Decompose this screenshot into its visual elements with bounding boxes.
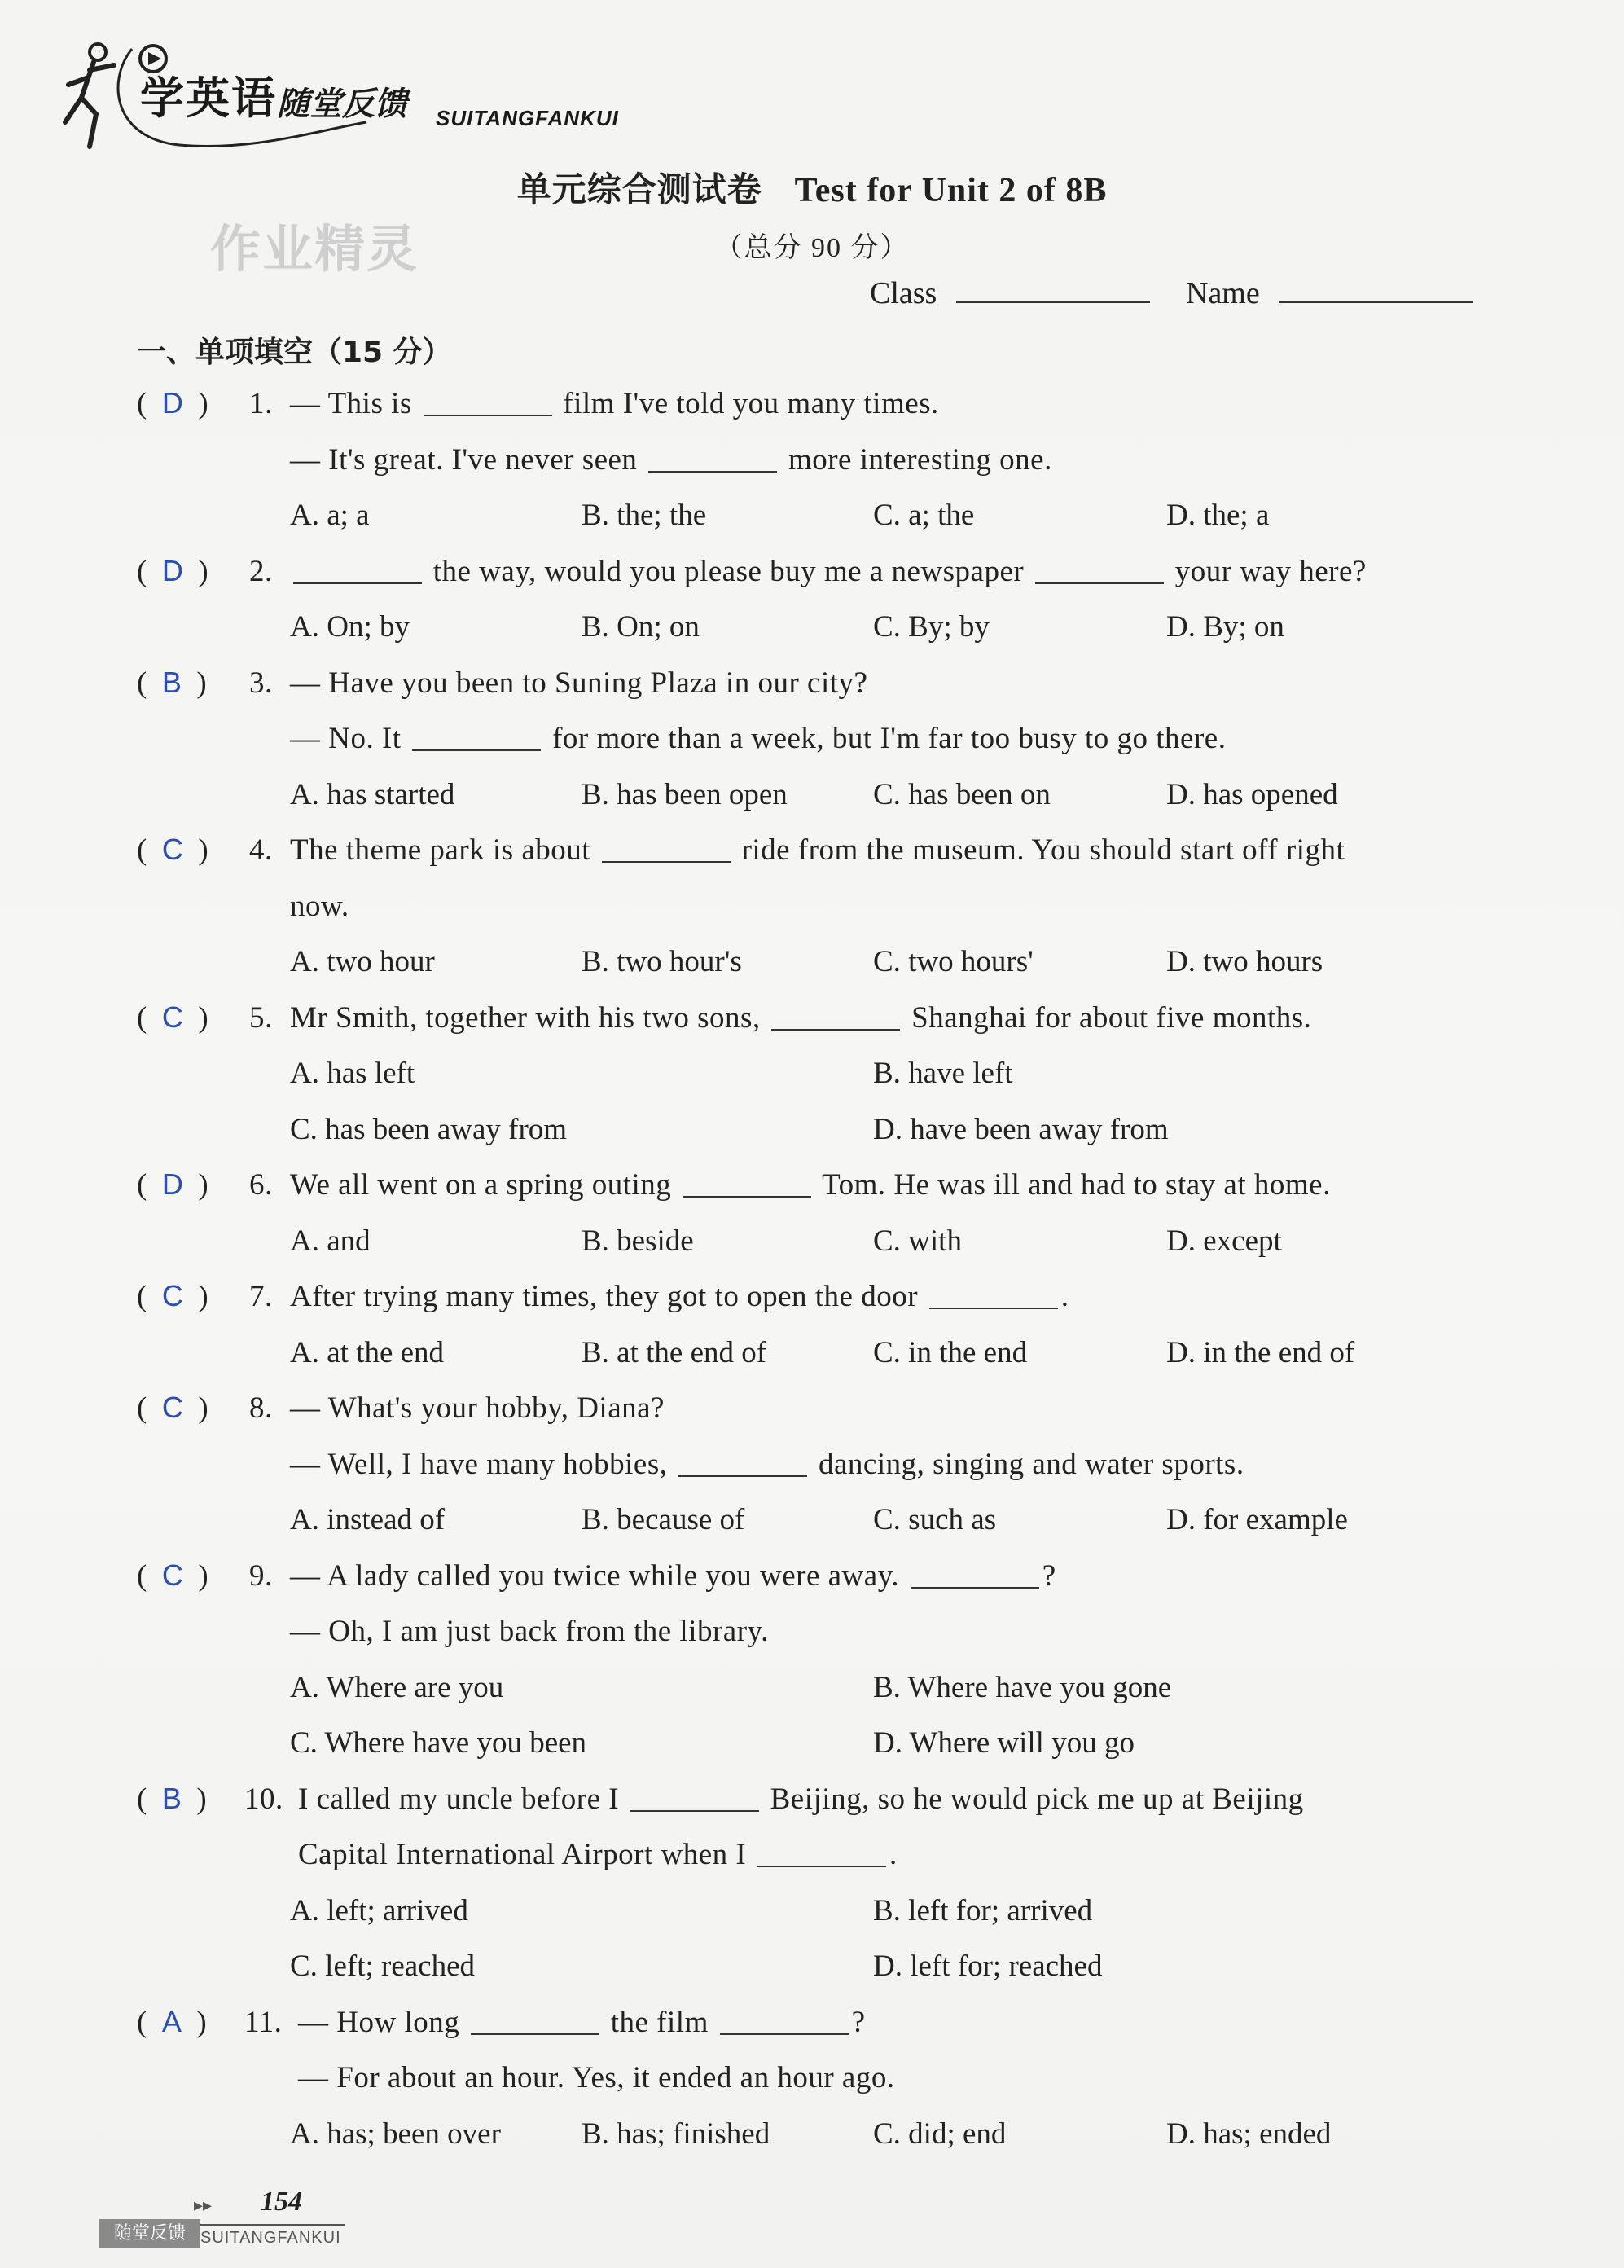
question-number: 5. bbox=[249, 1000, 273, 1035]
option: C. two hours' bbox=[873, 945, 1034, 978]
option: C. Where have you been bbox=[290, 1726, 587, 1760]
text-segment: Beijing, so he would pick me up at Beijing bbox=[762, 1782, 1304, 1816]
answer-blank bbox=[771, 1029, 900, 1031]
option: B. because of bbox=[582, 1503, 745, 1536]
text-segment: the way, would you please buy me a newspaper bbox=[425, 554, 1032, 588]
option: B. have left bbox=[873, 1057, 1013, 1090]
text-segment: Mr Smith, together with his two sons, bbox=[290, 1000, 769, 1035]
option: A. On; by bbox=[290, 610, 410, 644]
option: B. left for; arrived bbox=[873, 1893, 1093, 1927]
text-segment: I called my uncle before I bbox=[298, 1782, 627, 1816]
answer-blank bbox=[1035, 582, 1164, 584]
question-text bbox=[290, 1279, 1069, 1314]
question-text bbox=[290, 833, 1345, 868]
answer-letter: D bbox=[161, 386, 183, 420]
footer-english: SUITANGFANKUI bbox=[200, 2229, 341, 2247]
question-text bbox=[290, 1614, 769, 1649]
question-number: 3. bbox=[249, 666, 273, 700]
answer-blank bbox=[683, 1196, 811, 1198]
text-segment: ? bbox=[851, 2005, 866, 2039]
option: B. the; the bbox=[582, 499, 707, 532]
logo-title: 学英语 bbox=[140, 73, 277, 124]
option: C. left; reached bbox=[290, 1949, 476, 1983]
option: C. a; the bbox=[873, 499, 975, 532]
title-cn: 单元综合测试卷 bbox=[516, 172, 762, 209]
name-label: Name bbox=[1186, 276, 1260, 310]
question-text bbox=[290, 666, 867, 701]
question-number: 10. bbox=[244, 1782, 283, 1816]
option: B. has; finished bbox=[582, 2116, 770, 2151]
answer-letter: B bbox=[161, 665, 182, 699]
text-segment: We all went on a spring outing bbox=[290, 1168, 680, 1202]
question-text bbox=[290, 1391, 665, 1426]
footer-arrows-icon: ▸▸ bbox=[194, 2195, 213, 2215]
answer-letter: C bbox=[161, 1558, 183, 1592]
question-text bbox=[290, 554, 1367, 589]
question-text bbox=[298, 1837, 898, 1872]
question-text bbox=[290, 442, 1052, 477]
option: A. has started bbox=[290, 777, 455, 811]
question-number: 8. bbox=[249, 1391, 273, 1425]
text-segment: film I've told you many times. bbox=[555, 387, 939, 420]
question-text bbox=[290, 721, 1226, 756]
option: C. By; by bbox=[873, 610, 990, 644]
option: B. On; on bbox=[582, 610, 700, 644]
answer-blank bbox=[720, 2033, 849, 2035]
option: C. has been on bbox=[873, 777, 1051, 811]
question-number: 6. bbox=[249, 1168, 273, 1202]
option: B. two hour's bbox=[582, 945, 742, 978]
footer-rule bbox=[200, 2224, 345, 2226]
answer-letter: A bbox=[161, 2004, 182, 2038]
question-number: 4. bbox=[249, 833, 273, 867]
option: A. has; been over bbox=[290, 2116, 501, 2151]
logo-english: SUITANGFANKUI bbox=[436, 106, 619, 130]
text-segment: Shanghai for about five months. bbox=[903, 1000, 1312, 1035]
option: B. has been open bbox=[582, 777, 788, 811]
answer-letter: C bbox=[161, 833, 183, 866]
answer-letter: D bbox=[161, 553, 183, 587]
text-segment: . bbox=[889, 1838, 898, 1871]
option: C. with bbox=[873, 1224, 962, 1258]
question-number: 7. bbox=[249, 1280, 273, 1313]
answer-paren: ( A ) bbox=[137, 2004, 207, 2039]
question-text bbox=[290, 889, 349, 924]
option: A. Where are you bbox=[290, 1670, 504, 1704]
answer-paren: ( C ) bbox=[137, 833, 208, 867]
option: A. and bbox=[290, 1224, 371, 1258]
answer-paren: ( D ) bbox=[137, 553, 208, 588]
text-segment: — How long bbox=[298, 2005, 467, 2039]
answer-paren: ( C ) bbox=[137, 1391, 208, 1425]
answer-letter: D bbox=[161, 1167, 183, 1201]
name-field bbox=[1186, 275, 1473, 311]
question-text bbox=[298, 1782, 1304, 1817]
answer-blank bbox=[929, 1308, 1058, 1309]
question-number: 2. bbox=[249, 554, 273, 588]
option: C. did; end bbox=[873, 2116, 1007, 2151]
option: D. By; on bbox=[1166, 610, 1284, 644]
answer-paren: ( C ) bbox=[137, 1000, 208, 1035]
question-text bbox=[298, 2005, 866, 2040]
option: D. for example bbox=[1166, 1503, 1348, 1536]
answer-letter: C bbox=[161, 1000, 183, 1034]
option: D. left for; reached bbox=[873, 1949, 1103, 1983]
option: A. two hour bbox=[290, 945, 435, 978]
answer-letter: C bbox=[161, 1391, 183, 1424]
section-heading: 一、单项填空（15 分） bbox=[137, 336, 452, 369]
text-segment: ? bbox=[1042, 1558, 1056, 1593]
title-en: Test for Unit 2 of 8B bbox=[794, 172, 1108, 209]
question-number: 11. bbox=[244, 2005, 283, 2039]
text-segment: your way here? bbox=[1166, 554, 1367, 588]
text-segment: more interesting one. bbox=[780, 442, 1052, 477]
question-text bbox=[290, 1558, 1056, 1593]
logo-subtitle: 随堂反馈 bbox=[277, 86, 407, 123]
answer-blank bbox=[648, 471, 777, 472]
total-score: （总分 90 分） bbox=[714, 233, 910, 263]
option: A. left; arrived bbox=[290, 1893, 468, 1927]
question-number: 9. bbox=[249, 1558, 273, 1593]
text-segment: ride from the museum. You should start off right bbox=[733, 833, 1345, 867]
text-segment: . bbox=[1060, 1280, 1069, 1313]
text-segment: — What's your hobby, Diana? bbox=[290, 1391, 665, 1425]
option: D. Where will you go bbox=[873, 1726, 1135, 1760]
page-number: 154 bbox=[261, 2187, 302, 2217]
text-segment: Tom. He was ill and had to stay at home. bbox=[814, 1168, 1331, 1202]
text-segment: — For about an hour. Yes, it ended an hour ago. bbox=[298, 2061, 895, 2094]
text-segment: After trying many times, they got to open the door bbox=[290, 1280, 926, 1313]
option: A. a; a bbox=[290, 499, 370, 532]
option: A. instead of bbox=[290, 1503, 446, 1536]
answer-paren: ( B ) bbox=[137, 665, 207, 700]
option: D. the; a bbox=[1166, 499, 1270, 532]
answer-paren: ( D ) bbox=[137, 386, 208, 420]
question-text bbox=[298, 2060, 895, 2095]
text-segment: — Have you been to Suning Plaza in our city? bbox=[290, 666, 868, 700]
answer-paren: ( C ) bbox=[137, 1558, 208, 1593]
option: B. beside bbox=[582, 1224, 694, 1258]
answer-blank bbox=[471, 2033, 599, 2035]
name-blank bbox=[1279, 301, 1473, 303]
answer-blank bbox=[757, 1866, 886, 1867]
question-text bbox=[290, 1447, 1244, 1482]
question-text bbox=[290, 1167, 1331, 1202]
text-segment: — No. It bbox=[290, 722, 410, 755]
text-segment: the film bbox=[602, 2005, 717, 2039]
answer-letter: B bbox=[161, 1781, 182, 1815]
class-field bbox=[870, 275, 1150, 311]
answer-paren: ( D ) bbox=[137, 1167, 208, 1202]
option: A. at the end bbox=[290, 1335, 445, 1369]
answer-blank bbox=[424, 415, 552, 416]
text-segment: — Oh, I am just back from the library. bbox=[290, 1615, 769, 1648]
option: B. at the end of bbox=[582, 1335, 767, 1369]
question-number: 1. bbox=[249, 387, 273, 420]
option: B. Where have you gone bbox=[873, 1670, 1172, 1704]
footer-label: 随堂反馈 bbox=[99, 2219, 200, 2248]
option: A. has left bbox=[290, 1057, 415, 1090]
text-segment: now. bbox=[290, 889, 349, 923]
answer-blank bbox=[630, 1810, 759, 1812]
text-segment: — This is bbox=[290, 387, 420, 420]
answer-blank bbox=[911, 1587, 1039, 1589]
question-text bbox=[290, 1000, 1311, 1035]
text-segment: — A lady called you twice while you were away. bbox=[290, 1558, 907, 1593]
answer-blank bbox=[602, 861, 731, 863]
option: D. in the end of bbox=[1166, 1335, 1355, 1369]
text-segment: Capital International Airport when I bbox=[298, 1838, 754, 1871]
option: D. has; ended bbox=[1166, 2116, 1332, 2151]
option: C. in the end bbox=[873, 1335, 1028, 1369]
text-segment: dancing, singing and water sports. bbox=[810, 1447, 1244, 1481]
answer-letter: C bbox=[161, 1279, 183, 1312]
text-segment: for more than a week, but I'm far too busy to go there. bbox=[544, 722, 1227, 755]
page-title bbox=[0, 163, 1624, 212]
answer-blank bbox=[678, 1475, 807, 1477]
text-segment: The theme park is about bbox=[290, 833, 599, 867]
watermark: 作业精灵 bbox=[210, 219, 419, 279]
text-segment: — Well, I have many hobbies, bbox=[290, 1447, 676, 1481]
answer-paren: ( B ) bbox=[137, 1781, 207, 1816]
option: D. have been away from bbox=[873, 1112, 1169, 1146]
text-segment: — It's great. I've never seen bbox=[290, 442, 646, 477]
answer-blank bbox=[412, 749, 541, 751]
class-label: Class bbox=[870, 276, 937, 310]
option: C. such as bbox=[873, 1503, 997, 1536]
option: D. except bbox=[1166, 1224, 1282, 1258]
class-blank bbox=[956, 301, 1150, 303]
answer-paren: ( C ) bbox=[137, 1279, 208, 1313]
question-text bbox=[290, 386, 939, 421]
option: D. two hours bbox=[1166, 945, 1323, 978]
answer-blank bbox=[293, 582, 422, 584]
option: D. has opened bbox=[1166, 777, 1338, 811]
option: C. has been away from bbox=[290, 1112, 568, 1146]
